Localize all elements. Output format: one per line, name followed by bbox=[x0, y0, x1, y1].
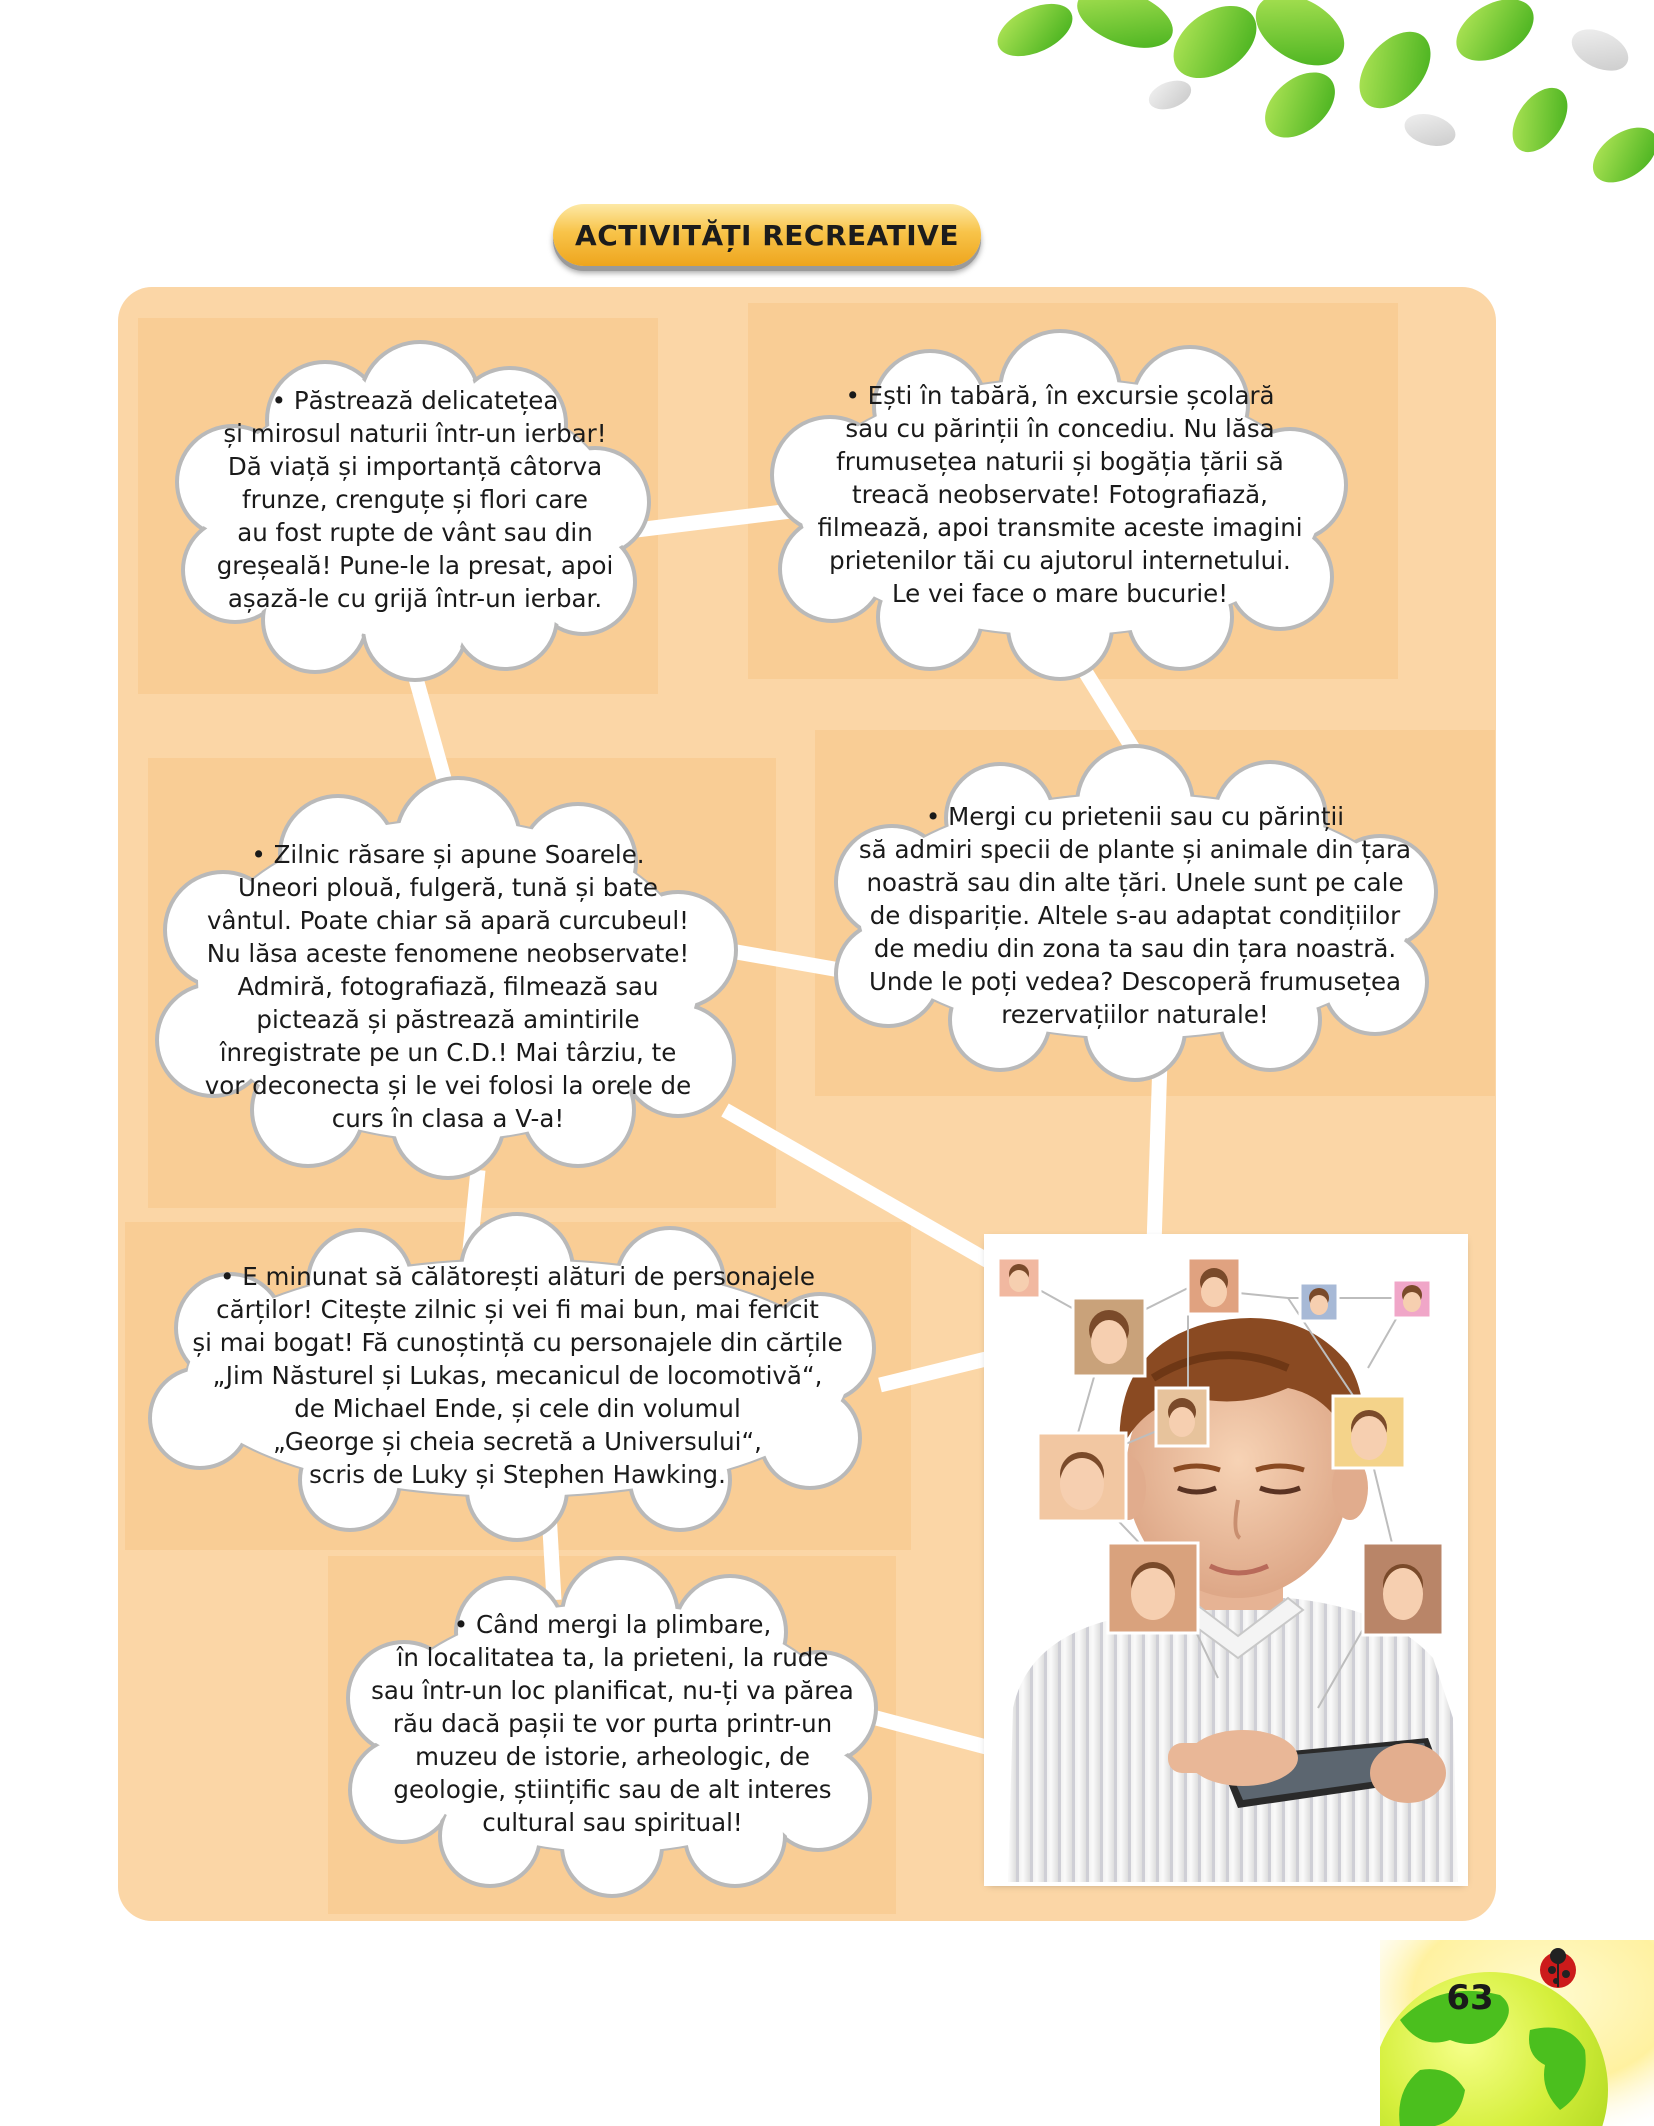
cloud-text: • Ești în tabără, în excursie școlară sau cu părinții în concediu. Nu lăsa frumusețea naturii și bogăția țării să treacă neobservate! Fotografiază, filmează, apoi transmite aceste imagini prietenilor tăi cu ajutorul internetului. Le vei face o mare bucurie! bbox=[817, 381, 1303, 608]
globe-decoration bbox=[1380, 1940, 1654, 2126]
activity-cloud-museum bbox=[340, 1572, 885, 1884]
boy-with-tablet-photo bbox=[988, 1238, 1464, 1882]
section-title: ACTIVITĂȚI RECREATIVE bbox=[553, 204, 981, 266]
cloud-text: • Zilnic răsare și apune Soarele. Uneori plouă, fulgeră, tună și bate vântul. Poate chiar să apară curcubeul! Nu lăsa aceste fenomene neobservate! Admiră, fotografiază, filmează sau pictează și păstrează amintirile înregistrate pe un C.D.! Mai târziu, te vor deconecta și le vei folosi la orele de curs în clasa a V-a! bbox=[204, 840, 692, 1133]
cloud-text: • Când mergi la plimbare, în localitatea ta, la prieteni, la rude sau într-un loc planificat, nu-ți va părea rău dacă pașii te vor purta printr-un muzeu de istorie, arheologic, de geologie, științific sau de alt interes cultural sau spiritual! bbox=[371, 1610, 854, 1837]
cloud-text: • E minunat să călătorești alături de personajele cărților! Citește zilnic și vei fi mai bun, mai fericit și mai bogat! Fă cunoștință cu personajele din cărțile „Jim Năsturel și Lukas, mecanicul de locomotivă“, de Michael Ende, și cele din volumul „George și cheia secretă a Universului“, scris de Luky și Stephen Hawking. bbox=[192, 1262, 843, 1489]
activity-cloud-herbarium bbox=[175, 352, 655, 672]
activity-cloud-nature-reserves bbox=[820, 762, 1450, 1070]
boy-illustration bbox=[988, 1238, 1464, 1882]
activity-cloud-weather bbox=[158, 790, 738, 1172]
activity-cloud-books bbox=[140, 1228, 895, 1530]
page-number: 63 bbox=[1446, 1978, 1494, 2018]
activity-cloud-camp bbox=[760, 345, 1360, 670]
cloud-text: • Păstrează delicatețea și mirosul naturii într-un ierbar! Dă viață și importanță câtorva frunze, crenguțe și flori care au fost rupte de vânt sau din greșeală! Pune-le la presat, apoi așază-le cu grijă într-un ierbar. bbox=[216, 386, 614, 613]
cloud-text: • Mergi cu prietenii sau cu părinții să admiri specii de plante și animale din țara noastră sau din alte țări. Unele sunt pe cale de dispariție. Altele s-au adaptat condițiilor de mediu din zona ta sau din țara noastră. Unde le poți vedea? Descoperă frumusețea rezervațiilor naturale! bbox=[858, 802, 1412, 1029]
